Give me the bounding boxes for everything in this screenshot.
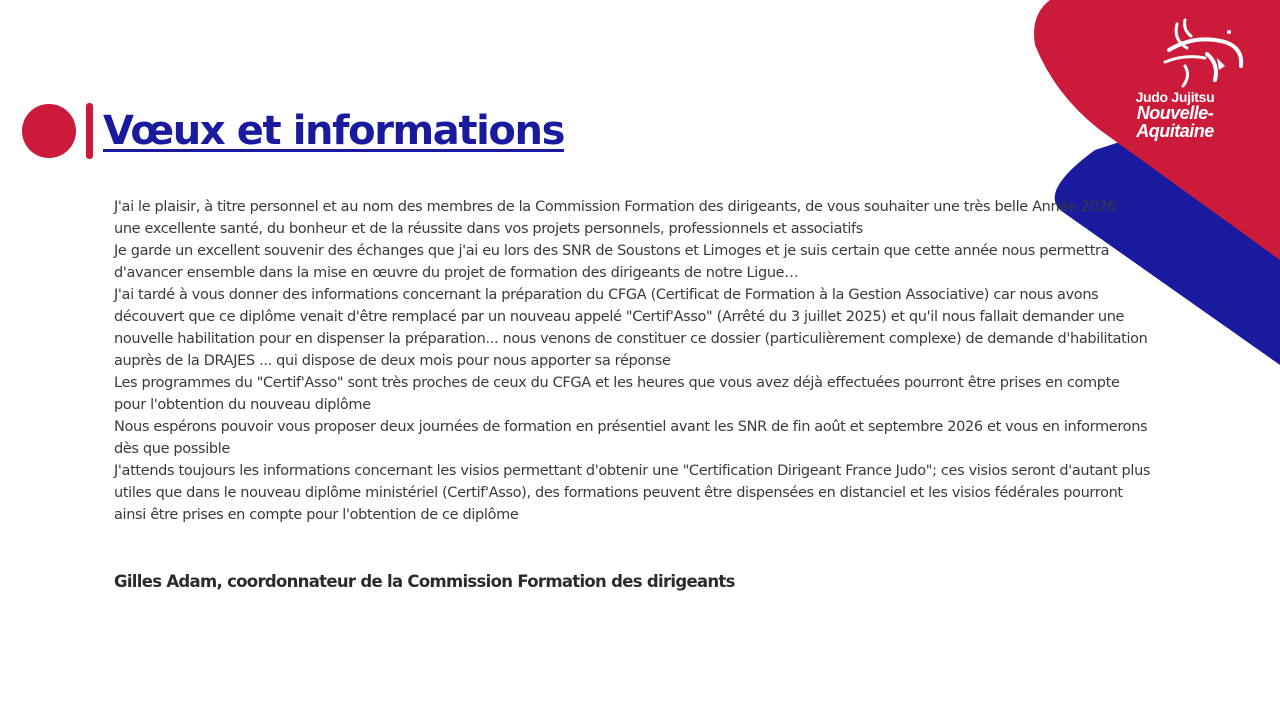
paragraph-souvenir: Je garde un excellent souvenir des échanges que j'ai eu lors des SNR de Soustons et Limoges et je suis certain que cette année nous permettra d'avancer ensemble dans la mise en œuvre du projet de formation des dirigeants de notre Ligue… xyxy=(114,243,1110,281)
title-bullet-circle xyxy=(22,104,76,158)
body-text xyxy=(114,196,1154,526)
logo-line-3: Aquitaine xyxy=(1136,121,1214,141)
signature: Gilles Adam, coordonnateur de la Commission Formation des dirigeants xyxy=(114,572,735,591)
logo xyxy=(1100,90,1250,140)
logo-line-1: Judo Jujitsu xyxy=(1135,89,1215,105)
paragraph-formation-dates: Nous espérons pouvoir vous proposer deux journées de formation en présentiel avant les SNR de fin août et septembre 2026 et vous en informerons dès que possible xyxy=(114,419,1148,457)
paragraph-visios: J'attends toujours les informations concernant les visios permettant d'obtenir une "Certification Dirigeant France Judo"; ces visios seront d'autant plus utiles que dans le nouveau diplôme ministériel (Certif'Asso), des formations peuvent être dispensées en distanciel et les visios fédérales pourront ainsi être prises en compte pour l'obtention de ce diplôme xyxy=(114,463,1151,523)
logo-line-2: Nouvelle- xyxy=(1136,103,1214,123)
paragraph-programmes: Les programmes du "Certif'Asso" sont très proches de ceux du CFGA et les heures que vous avez déjà effectuées pourront être prises en compte pour l'obtention du nouveau diplôme xyxy=(114,375,1120,413)
title-bullet-bar xyxy=(86,103,93,159)
paragraph-greetings: J'ai le plaisir, à titre personnel et au nom des membres de la Commission Formation des dirigeants, de vous souhaiter une très belle Année 2026 : une excellente santé, du bonheur et de la réussite dans vos projets personnels, professionnels et associatifs xyxy=(114,199,1126,237)
judoka-icon xyxy=(1155,14,1251,92)
paragraph-cfga: J'ai tardé à vous donner des informations concernant la préparation du CFGA (Certificat de Formation à la Gestion Associative) car nous avons découvert que ce diplôme venait d'être remplacé par un nouveau appelé "Certif'Asso" (Arrêté du 3 juillet 2025) et qu'il nous fallait demander une nouvelle habilitation pour en dispenser la préparation... nous venons de constituer ce dossier (particulièrement complexe) de demande d'habilitation auprès de la DRAJES ... qui dispose de deux mois pour nous apporter sa réponse xyxy=(114,287,1148,369)
page-title: Vœux et informations xyxy=(103,108,564,154)
